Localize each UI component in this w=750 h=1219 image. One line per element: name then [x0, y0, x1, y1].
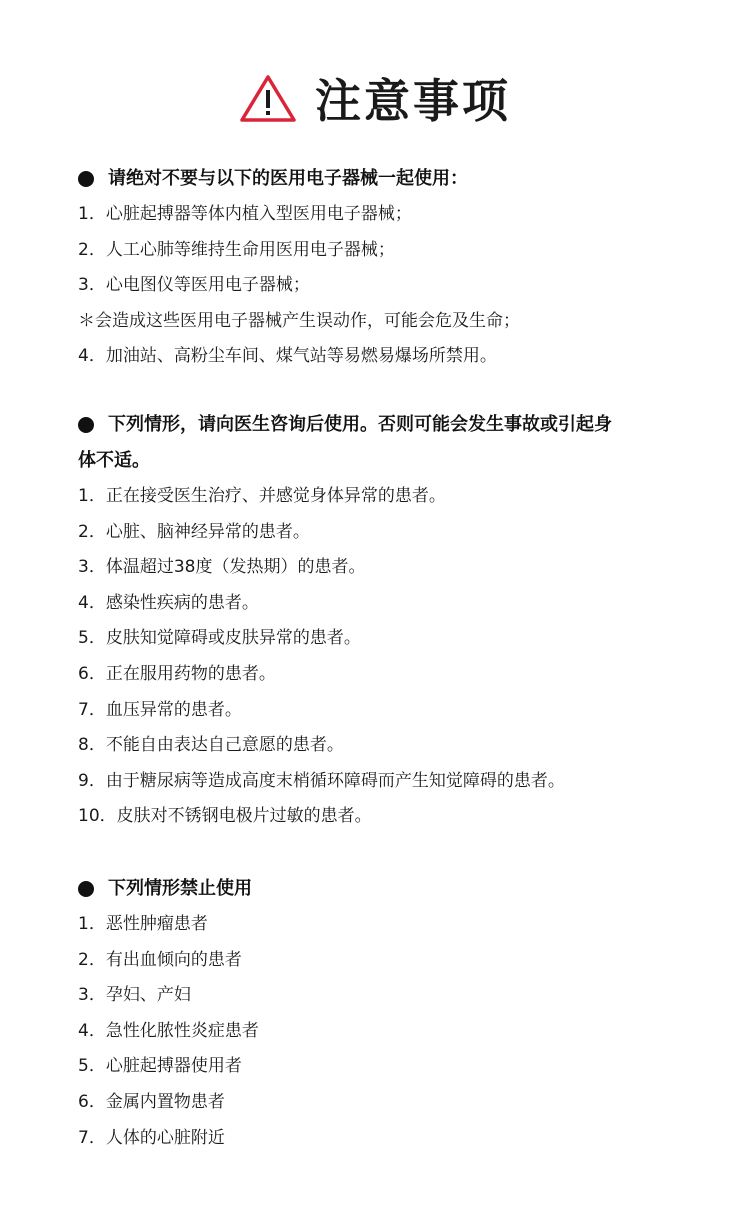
- list-item: 3．体温超过38度（发热期）的患者。: [78, 557, 366, 578]
- list-item: 2．人工心肺等维持生命用医用电子器械；: [78, 239, 395, 260]
- list-item: 1．正在接受医生治疗、并感觉身体异常的患者。: [78, 486, 446, 506]
- section-heading: [78, 161, 688, 197]
- section-heading: [78, 407, 688, 443]
- list-item: 7．人体的心脏附近: [78, 1127, 225, 1148]
- list-item: 4．急性化脓性炎症患者: [78, 1020, 259, 1041]
- list-item: 3．孕妇、产妇: [78, 985, 191, 1006]
- list-item: 2．心脏、脑神经异常的患者。: [78, 521, 310, 542]
- list-item: 2．有出血倾向的患者: [78, 949, 242, 970]
- section-heading: [78, 871, 688, 907]
- section-consult-doctor: [78, 407, 688, 835]
- list-item: 9．由于糖尿病等造成高度末梢循环障碍而产生知觉障碍的患者。: [78, 770, 565, 791]
- list-item: 4．加油站、高粉尘车间、煤气站等易燃易爆场所禁用。: [78, 346, 497, 367]
- bullet-icon: [78, 171, 94, 187]
- warning-triangle-icon: [239, 73, 297, 123]
- section-heading-text: 体不适。: [78, 450, 150, 471]
- list-item: 5．皮肤知觉障碍或皮肤异常的患者。: [78, 628, 361, 649]
- list-item: 10．皮肤对不锈钢电极片过敏的患者。: [78, 806, 372, 827]
- list-item: 4．感染性疾病的患者。: [78, 592, 259, 613]
- bullet-icon: [78, 417, 94, 433]
- list-item: 8．不能自由表达自己意愿的患者。: [78, 735, 344, 756]
- page-header: [0, 66, 750, 130]
- section-prohibited-use: [78, 871, 688, 1156]
- list-note: ＊会造成这些医用电子器械产生误动作，可能会危及生命；: [78, 310, 520, 331]
- list-item: 6．正在服用药物的患者。: [78, 663, 276, 684]
- list-item: 5．心脏起搏器使用者: [78, 1056, 242, 1077]
- list-item: 1．恶性肿瘤患者: [78, 914, 208, 934]
- section-heading-continued: [78, 443, 688, 479]
- section-do-not-use-with-devices: [78, 161, 688, 375]
- page-title: 注意事项: [315, 74, 511, 128]
- list-item: 6．金属内置物患者: [78, 1091, 225, 1112]
- section-heading-text: 下列情形，请向医生咨询后使用。否则可能会发生事故或引起身: [108, 414, 612, 435]
- section-heading-text: 下列情形禁止使用: [108, 878, 252, 899]
- section-heading-text: 请绝对不要与以下的医用电子器械一起使用：: [108, 168, 468, 189]
- list-item: 7．血压异常的患者。: [78, 699, 242, 720]
- bullet-icon: [78, 881, 94, 897]
- list-item: 3．心电图仪等医用电子器械；: [78, 275, 310, 296]
- list-item: 1．心脏起搏器等体内植入型医用电子器械；: [78, 204, 412, 224]
